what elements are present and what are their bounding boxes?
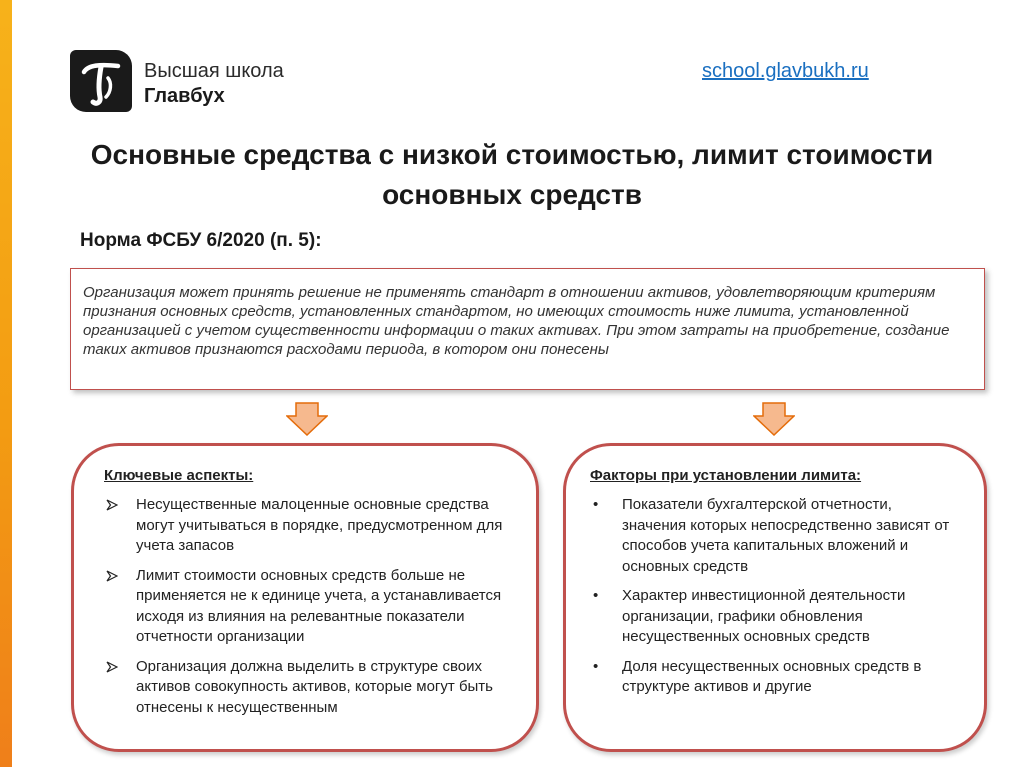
logo-icon: [70, 50, 132, 112]
slide-title: Основные средства с низкой стоимостью, лимит стоимости основных средств: [90, 139, 934, 210]
dot-bullet-icon: •: [593, 657, 599, 675]
limit-factors-list: [590, 495, 960, 698]
brand-logo: [70, 50, 320, 112]
down-arrow-icon: [753, 402, 795, 436]
norm-quote-text: Организация может принять решение не применять стандарт в отношении активов, удовлетворяющим критериям признания основных средств, установленных стандартом, но имеющих стоимость ниже лимита, установленной организацией с учетом существенности информации о таких активах. При этом затраты на приобретение, создание таких активов признаются расходами периода, в котором они понесены: [83, 284, 950, 358]
limit-factors-title: Факторы при установлении лимита:: [590, 467, 862, 484]
limit-factors-card: [563, 443, 987, 752]
list-item: Лимит стоимости основных средств больше не применяется не к единице учета, а устанавливается исходя из влияния на релевантные показатели отчетности организации: [104, 566, 524, 648]
norm-quote-box: [70, 268, 985, 390]
accent-stripe: [0, 0, 12, 767]
arrowhead-bullet-icon: [106, 659, 118, 680]
key-aspects-list: [104, 495, 524, 718]
down-arrow-icon: [286, 402, 328, 436]
norm-heading: Норма ФСБУ 6/2020 (п. 5):: [80, 230, 322, 251]
list-item: Несущественные малоценные основные средства могут учитываться в порядке, предусмотренном для учета запасов: [104, 495, 524, 557]
arrowhead-bullet-icon: [106, 497, 118, 518]
list-item: • Показатели бухгалтерской отчетности, значения которых непосредственно зависят от способов учета капитальных вложений и основных средств: [593, 496, 950, 575]
dot-bullet-icon: •: [593, 587, 599, 604]
key-aspects-card: [71, 443, 539, 752]
dot-bullet-icon: •: [593, 496, 599, 513]
key-aspects-title: Ключевые аспекты:: [104, 467, 254, 484]
list-item: • Характер инвестиционной деятельности организации, графики обновления несущественных основных средств: [593, 587, 906, 645]
brand-name-line1: Высшая школа: [144, 60, 284, 82]
brand-name-line2: Главбух: [144, 85, 225, 107]
list-item: Организация должна выделить в структуре своих активов совокупность активов, которые могут быть отнесены к несущественным: [104, 657, 524, 719]
site-link[interactable]: school.glavbukh.ru: [702, 60, 869, 82]
list-item: • Доля несущественных основных средств в структуре активов и другие: [593, 657, 922, 695]
arrowhead-bullet-icon: [106, 568, 118, 589]
